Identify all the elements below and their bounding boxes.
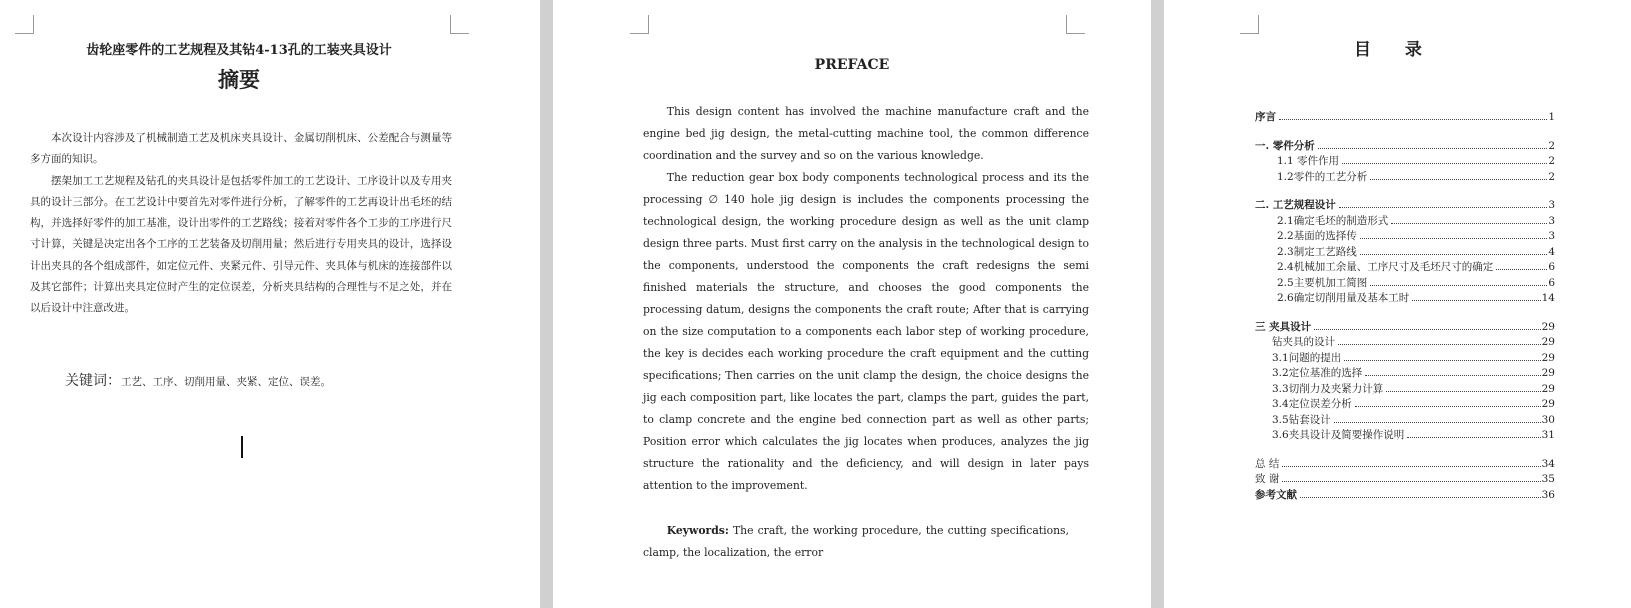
toc-leader-dots — [1360, 238, 1548, 239]
toc-leader-dots — [1339, 207, 1548, 208]
toc-entry-page: 4 — [1548, 245, 1555, 258]
toc-entry-label: 总 结 — [1255, 457, 1280, 470]
toc-entry-label: 3.1问题的提出 — [1272, 351, 1342, 364]
toc-entry-label: 3.3切削力及夹紧力计算 — [1272, 382, 1384, 395]
preface-keywords — [643, 520, 1069, 564]
toc-leader-dots — [1391, 223, 1547, 224]
toc-entry[interactable] — [1255, 170, 1555, 186]
toc-entry[interactable] — [1255, 428, 1555, 444]
toc-leader-dots — [1282, 466, 1540, 467]
preface-paragraph: This design content has involved the machine manufacture craft and the engine bed jig design, the metal-cutting machine tool, the common difference coordination and the survey and so on the various knowledge. — [643, 105, 1089, 162]
toc-entry-page: 2 — [1548, 155, 1555, 167]
toc-entry-page: 34 — [1541, 457, 1555, 470]
toc-entry-page: 3 — [1548, 230, 1555, 242]
toc-entry-label: 致 谢 — [1255, 473, 1280, 485]
toc-leader-dots — [1300, 497, 1541, 498]
toc-leader-dots — [1342, 163, 1547, 164]
toc-entry-page: 14 — [1541, 292, 1555, 304]
preface-keywords-text: The craft, the working procedure, the cutting specifications, clamp, the localization, the error — [643, 524, 1069, 559]
document-title: 齿轮座零件的工艺规程及其钻4-13孔的工装夹具设计 — [86, 43, 392, 58]
toc-entry-label: 二. 工艺规程设计 — [1255, 199, 1336, 211]
toc-entry-page: 1 — [1548, 111, 1555, 123]
crop-mark — [1066, 15, 1085, 34]
toc-entry-page: 29 — [1541, 382, 1555, 395]
toc-entry[interactable] — [1255, 413, 1555, 429]
toc-entry[interactable] — [1255, 291, 1555, 307]
keywords-text: 工艺、工序、切削用量、夹紧、定位、误差。 — [121, 376, 331, 388]
toc-entry-label: 3.2定位基准的选择 — [1272, 367, 1363, 379]
toc-entry[interactable] — [1255, 335, 1555, 351]
crop-mark — [15, 15, 34, 34]
toc-entry-label: 2.1确定毛坯的制造形式 — [1277, 214, 1389, 227]
toc-leader-dots — [1360, 254, 1548, 255]
toc-entry[interactable] — [1255, 110, 1555, 126]
toc-entry-page: 36 — [1541, 488, 1555, 501]
toc-leader-dots — [1365, 375, 1540, 376]
crop-mark — [630, 15, 649, 34]
toc-entry-label: 1.2零件的工艺分析 — [1277, 170, 1368, 183]
toc-leader-dots — [1355, 406, 1541, 407]
abstract-body — [30, 128, 452, 320]
toc-entry[interactable] — [1255, 351, 1555, 367]
toc-entry-page: 3 — [1548, 199, 1555, 211]
toc-entry-page: 29 — [1541, 336, 1555, 348]
toc-entry[interactable] — [1255, 366, 1555, 382]
toc-entry[interactable] — [1255, 382, 1555, 398]
toc-leader-dots — [1344, 360, 1540, 361]
toc-leader-dots — [1370, 179, 1547, 180]
toc-entry-label: 3.5钻套设计 — [1272, 413, 1331, 426]
keywords-line — [65, 370, 331, 390]
preface-paragraph: The reduction gear box body components technological process and its the processing ∅ 140 hole jig design is includes the components processing the technological design, the working procedure design as well as the unit clamp design three parts. Must first carry on the analysis in the technological design to the components, understood the components the craft redesigns the semi finished materials the structure, and chooses the good components the processing datum, designs the components the craft route; After that is carrying on the size computation to a components each labor step of working procedure, the key is decides each working procedure the craft equipment and the cutting specifications; Then carries on the unit clamp the design, the choice designs the jig each composition part, like locates the part, clamps the part, guides the part, to clamp concrete and the engine bed connection part as well as other parts; Position error which calculates the jig locates when produces, analyzes the jig structure the rationality and the deficiency, and will design in later pays attention to the improvement. — [643, 171, 1089, 492]
preface-body — [643, 101, 1089, 497]
page-gutter — [1151, 0, 1164, 608]
toc-heading: 目 录 — [1354, 40, 1422, 60]
toc-entry-page: 30 — [1541, 413, 1555, 426]
toc-leader-dots — [1338, 344, 1541, 345]
toc-leader-dots — [1334, 422, 1541, 423]
page-abstract-cn[interactable] — [0, 0, 540, 608]
toc-entry-page: 29 — [1541, 351, 1555, 364]
preface-heading: PREFACE — [814, 57, 890, 73]
toc-leader-dots — [1407, 437, 1540, 438]
toc-entry-label: 2.6确定切削用量及基本工时 — [1277, 292, 1410, 304]
toc-entry[interactable] — [1255, 154, 1555, 170]
toc-entry-label: 1.1 零件作用 — [1277, 155, 1340, 167]
toc-list — [1255, 110, 1555, 503]
toc-entry-page: 2 — [1548, 170, 1555, 183]
toc-entry-page: 2 — [1548, 139, 1555, 152]
toc-entry-page: 31 — [1541, 429, 1555, 441]
toc-entry[interactable] — [1255, 139, 1555, 155]
abstract-paragraph: 摆架加工工艺规程及钻孔的夹具设计是包括零件加工的工艺设计、工序设计以及专用夹具的设计三部分。在工艺设计中要首先对零件进行分析，了解零件的工艺再设计出毛坯的结构，并选择好零件的加工基准，设计出零件的工艺路线；接着对零件各个工步的工序进行尺寸计算，关键是决定出各个工序的工艺装备及切削用量；然后进行专用夹具的设计，选择设计出夹具的各个组成部件，如定位元件、夹紧元件、引导元件、夹具体与机床的连接部件以及其它部件；计算出夹具定位时产生的定位误差，分析夹具结构的合理性与不足之处，并在以后设计中注意改进。 — [30, 174, 452, 315]
toc-entry[interactable] — [1255, 245, 1555, 261]
toc-leader-dots — [1412, 300, 1540, 301]
text-cursor — [241, 436, 243, 458]
toc-entry-label: 一. 零件分析 — [1255, 139, 1315, 152]
toc-entry[interactable] — [1255, 214, 1555, 230]
toc-entry-page: 35 — [1541, 473, 1555, 485]
toc-entry-label: 2.2基面的选择传 — [1277, 230, 1357, 242]
toc-entry-page: 3 — [1548, 214, 1555, 227]
toc-entry-label: 参考文献 — [1255, 488, 1297, 501]
abstract-heading: 摘要 — [218, 67, 260, 92]
toc-entry-label: 序言 — [1255, 111, 1276, 123]
toc-leader-dots — [1314, 329, 1540, 330]
toc-leader-dots — [1282, 481, 1540, 482]
toc-entry-label: 3.6夹具设计及简要操作说明 — [1272, 429, 1405, 441]
toc-entry-page: 6 — [1548, 261, 1555, 273]
toc-entry[interactable] — [1255, 397, 1555, 413]
toc-entry-label: 3.4定位误差分析 — [1272, 398, 1352, 410]
page-preface[interactable] — [553, 0, 1151, 608]
toc-entry-label: 2.5主要机加工简图 — [1277, 276, 1368, 289]
toc-entry[interactable] — [1255, 320, 1555, 336]
toc-entry-label: 2.3制定工艺路线 — [1277, 245, 1357, 258]
toc-entry-label: 三 夹具设计 — [1255, 320, 1312, 333]
toc-entry[interactable] — [1255, 472, 1555, 488]
toc-entry-page: 6 — [1548, 276, 1555, 289]
toc-entry-page: 29 — [1541, 398, 1555, 410]
toc-leader-dots — [1370, 285, 1547, 286]
crop-mark — [1240, 15, 1259, 34]
preface-keywords-label: Keywords: — [666, 524, 729, 537]
toc-entry[interactable] — [1255, 457, 1555, 473]
toc-entry-page: 29 — [1541, 367, 1555, 379]
toc-leader-dots — [1318, 148, 1548, 149]
toc-entry[interactable] — [1255, 198, 1555, 214]
toc-entry[interactable] — [1255, 276, 1555, 292]
toc-entry-label: 2.4机械加工余量、工序尺寸及毛坯尺寸的确定 — [1277, 261, 1494, 273]
page-table-of-contents[interactable] — [1164, 0, 1631, 608]
toc-leader-dots — [1496, 269, 1547, 270]
abstract-paragraph: 本次设计内容涉及了机械制造工艺及机床夹具设计、金属切削机床、公差配合与测量等多方面的知识。 — [30, 132, 452, 166]
toc-entry[interactable] — [1255, 260, 1555, 276]
page-gutter — [540, 0, 553, 608]
crop-mark — [450, 15, 469, 34]
toc-leader-dots — [1279, 119, 1547, 120]
toc-entry[interactable] — [1255, 488, 1555, 504]
toc-leader-dots — [1386, 391, 1540, 392]
toc-entry-label: 钻夹具的设计 — [1272, 336, 1335, 348]
toc-entry[interactable] — [1255, 229, 1555, 245]
toc-entry-page: 29 — [1541, 320, 1555, 333]
keywords-label: 关键词： — [65, 373, 121, 389]
